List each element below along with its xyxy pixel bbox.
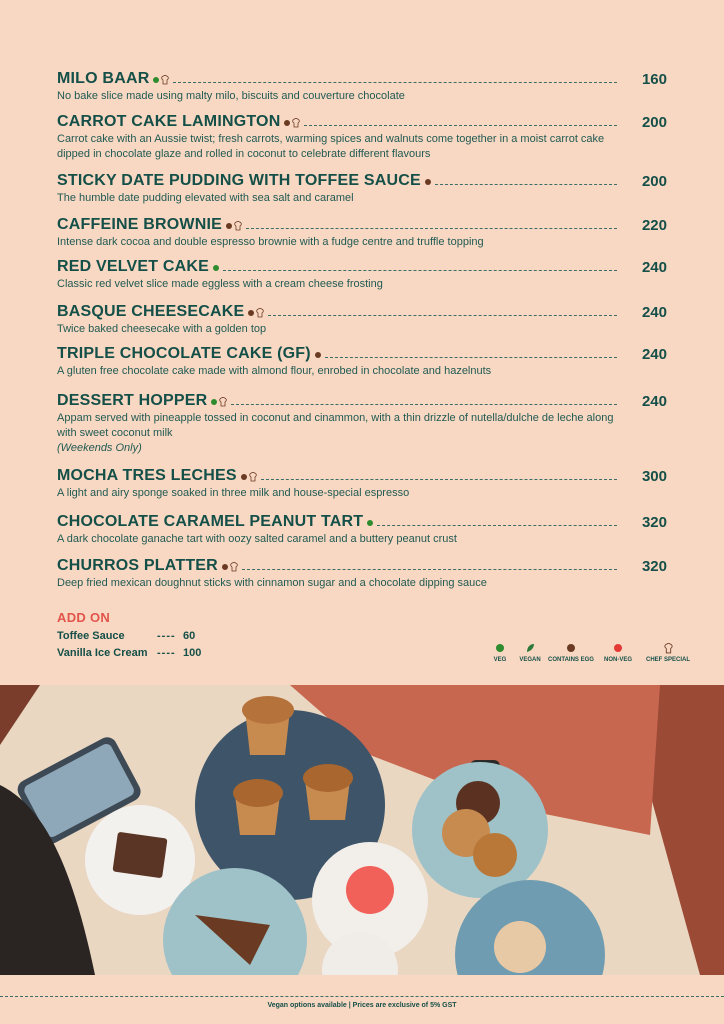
item-description: Intense dark cocoa and double espresso brownie with a fudge centre and truffle topping xyxy=(57,236,484,248)
menu-item xyxy=(57,467,667,501)
item-description: Carrot cake with an Aussie twist; fresh carrots, warming spices and walnuts come together in a moist carrot cake dipped in chocolate glaze and rolled in coconut to celebrate different flavours xyxy=(57,133,605,160)
legend-item xyxy=(603,642,633,663)
item-price: 300 xyxy=(641,468,667,485)
item-name: TRIPLE CHOCOLATE CAKE (GF) xyxy=(57,345,311,362)
egg-dot-icon xyxy=(567,644,575,652)
item-price: 240 xyxy=(641,393,667,410)
chef-special-icon xyxy=(292,118,300,128)
item-name: DESSERT HOPPER xyxy=(57,392,208,409)
item-name: CAFFEINE BROWNIE xyxy=(57,216,222,233)
item-description: Deep fried mexican doughnut sticks with cinnamon sugar and a chocolate dipping sauce xyxy=(57,577,487,589)
legend-label: CHEF SPECIAL xyxy=(646,657,691,663)
menu-item xyxy=(57,216,667,250)
item-name: RED VELVET CAKE xyxy=(57,258,210,275)
dessert-photo-illustration xyxy=(0,685,724,975)
item-description: No bake slice made using malty milo, biscuits and couverture chocolate xyxy=(57,90,405,102)
veg-icon xyxy=(211,399,217,405)
menu-item xyxy=(57,345,667,379)
dotted-leader xyxy=(377,524,617,526)
menu-item xyxy=(57,258,667,292)
item-name: MILO BAAR xyxy=(57,70,150,87)
footer-text: Vegan options available | Prices are exclusive of 5% GST xyxy=(267,1002,457,1009)
chef-special-icon xyxy=(256,308,264,318)
dotted-leader xyxy=(435,183,617,185)
item-description: A light and airy sponge soaked in three milk and house-special espresso xyxy=(57,487,410,499)
item-description: Twice baked cheesecake with a golden top xyxy=(57,323,267,335)
item-description: The humble date pudding elevated with sea salt and caramel xyxy=(57,192,354,204)
egg-icon xyxy=(315,352,321,358)
veg-icon xyxy=(367,520,373,526)
menu-item xyxy=(57,557,667,591)
egg-icon xyxy=(425,179,431,185)
veg-icon xyxy=(213,265,219,271)
chef-special-icon xyxy=(249,472,257,482)
veg-icon xyxy=(153,77,159,83)
menu-item xyxy=(57,172,667,206)
legend-item xyxy=(518,642,542,663)
dotted-leader xyxy=(261,478,617,480)
leaf-icon xyxy=(526,643,535,653)
item-price: 240 xyxy=(641,346,667,363)
item-name: CHOCOLATE CARAMEL PEANUT TART xyxy=(57,513,364,530)
addon-price: 100 xyxy=(183,647,202,659)
item-name: BASQUE CHEESECAKE xyxy=(57,303,245,320)
addon-name: Toffee Sauce xyxy=(57,630,125,642)
item-price: 240 xyxy=(641,304,667,321)
chef-special-icon xyxy=(230,562,238,572)
nonveg-dot-icon xyxy=(614,644,622,652)
item-note: (Weekends Only) xyxy=(57,442,142,454)
item-price: 320 xyxy=(641,514,667,531)
addon-dashes: ---- xyxy=(157,630,176,642)
dotted-leader xyxy=(223,269,617,271)
egg-icon xyxy=(284,120,290,126)
legend-label: NON-VEG xyxy=(603,657,632,663)
addon-dashes: ---- xyxy=(157,647,176,659)
item-price: 320 xyxy=(641,558,667,575)
item-name: MOCHA TRES LECHES xyxy=(57,467,237,484)
addon-item xyxy=(57,647,201,659)
chef-special-icon xyxy=(234,221,242,231)
egg-icon xyxy=(241,474,247,480)
chef-special-icon xyxy=(161,75,169,85)
item-description: A dark chocolate ganache tart with oozy salted caramel and a buttery peanut crust xyxy=(57,533,457,545)
legend-item xyxy=(646,642,690,663)
dotted-leader xyxy=(268,314,617,316)
menu-item xyxy=(57,513,667,547)
chef-special-icon xyxy=(219,397,227,407)
footer-divider xyxy=(0,996,724,997)
legend-label: VEG xyxy=(493,657,507,663)
dotted-leader xyxy=(231,403,617,405)
item-name: CARROT CAKE LAMINGTON xyxy=(57,113,281,130)
addon-item xyxy=(57,630,195,642)
addon-name: Vanilla Ice Cream xyxy=(57,647,148,659)
dessert-table-photo xyxy=(0,685,724,975)
egg-icon xyxy=(248,310,254,316)
menu-item xyxy=(57,113,667,162)
legend-item xyxy=(492,642,508,663)
dotted-leader xyxy=(242,568,617,570)
item-name: CHURROS PLATTER xyxy=(57,557,218,574)
item-price: 240 xyxy=(641,259,667,276)
dotted-leader xyxy=(325,356,617,358)
dotted-leader xyxy=(246,227,617,229)
item-description: Classic red velvet slice made eggless with a cream cheese frosting xyxy=(57,278,383,290)
dotted-leader xyxy=(173,81,617,83)
menu-item xyxy=(57,392,667,456)
menu-item xyxy=(57,303,667,337)
addon-title: ADD ON xyxy=(57,610,111,625)
item-description: A gluten free chocolate cake made with almond flour, enrobed in chocolate and hazelnuts xyxy=(57,365,492,377)
egg-icon xyxy=(226,223,232,229)
menu-item xyxy=(57,70,667,104)
item-price: 200 xyxy=(641,114,667,131)
item-price: 220 xyxy=(641,217,667,234)
legend-item xyxy=(548,642,594,663)
item-description: Appam served with pineapple tossed in coconut and cinammon, with a thin drizzle of nutella/dulche de leche along with sweet coconut milk xyxy=(57,412,614,439)
item-price: 160 xyxy=(641,71,667,88)
addon-price: 60 xyxy=(183,630,196,642)
veg-dot-icon xyxy=(496,644,504,652)
legend-label: VEGAN xyxy=(519,657,541,663)
egg-icon xyxy=(222,564,228,570)
item-price: 200 xyxy=(641,173,667,190)
legend-label: CONTAINS EGG xyxy=(548,657,594,663)
chef-hat-icon xyxy=(664,643,673,654)
dotted-leader xyxy=(304,124,617,126)
item-name: STICKY DATE PUDDING WITH TOFFEE SAUCE xyxy=(57,172,421,189)
